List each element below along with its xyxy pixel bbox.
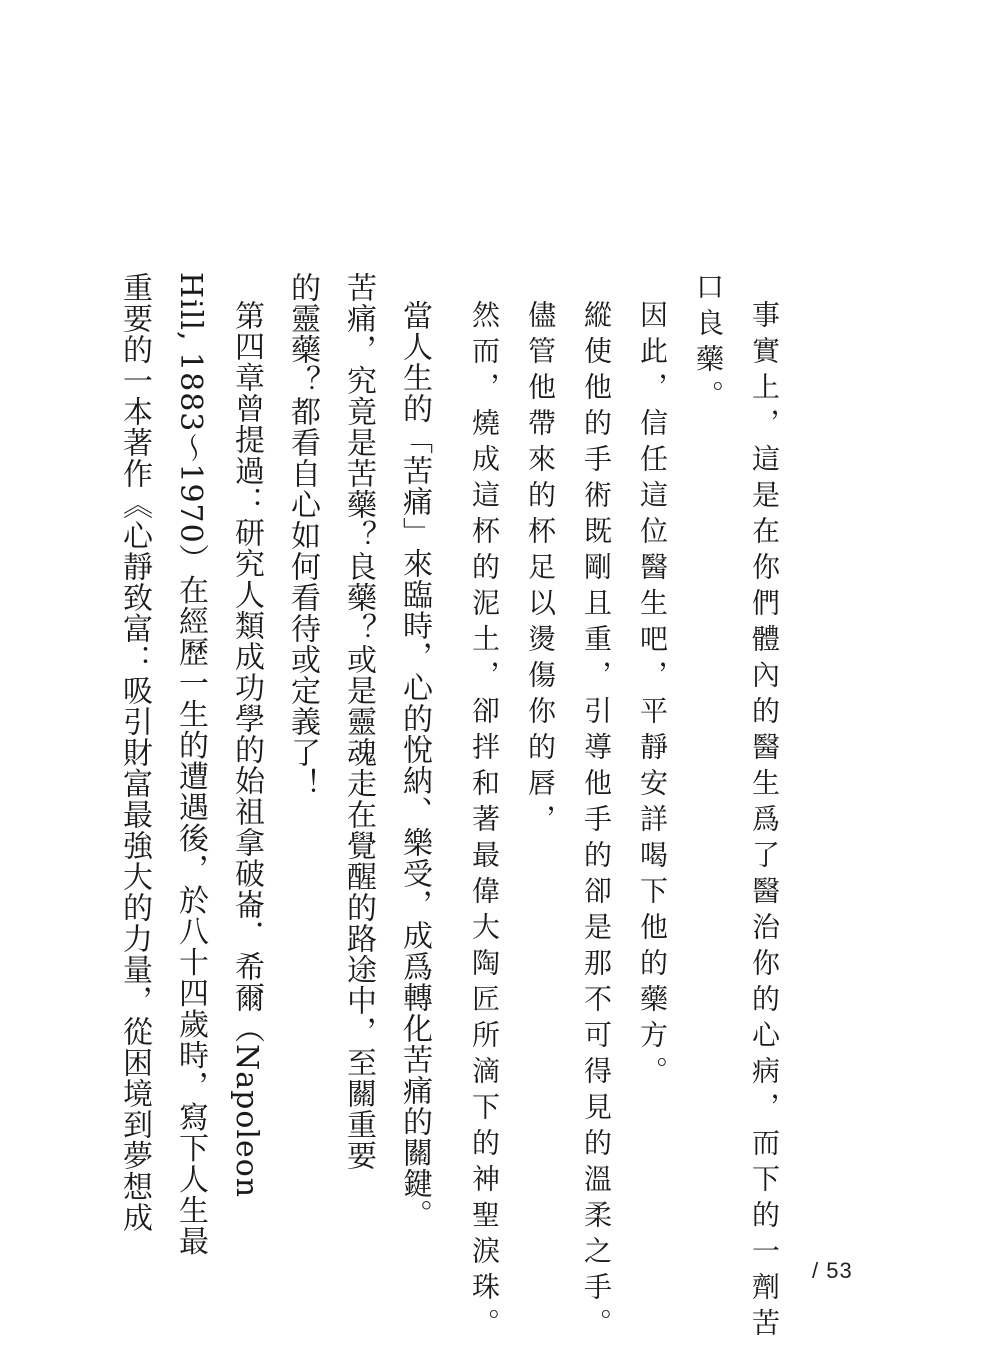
body-line-3: 的靈藥？都看自心如何看待或定義了！ xyxy=(285,272,320,799)
quote-line-1: 事實上，這是在你們體內的醫生爲了醫治你的心病，而下的一劑苦 xyxy=(748,300,781,1344)
quote-line-5: 儘管他帶來的杯足以燙傷你的唇， xyxy=(524,300,557,840)
quote-line-2: 口良藥。 xyxy=(692,272,725,416)
quote-line-3: 因此，信任這位醫生吧，平靜安詳喝下他的藥方。 xyxy=(636,300,669,1092)
body-line-1: 當人生的「苦痛」來臨時，心的悅納、樂受，成爲轉化苦痛的關鍵。 xyxy=(397,300,432,1230)
body-line-2: 苦痛，究竟是苦藥？良藥？或是靈魂走在覺醒的路途中，至關重要 xyxy=(341,272,376,1171)
page-number: / 53 xyxy=(812,1258,853,1283)
body-line-4: 第四章曾提過：研究人類成功學的始祖拿破崙．希爾（Napoleon xyxy=(229,300,264,1199)
quote-line-6: 然而，燒成這杯的泥土，卻拌和著最偉大陶匠所滴下的神聖淚珠。 xyxy=(468,300,501,1344)
paragraph-gap xyxy=(442,272,456,1152)
quote-line-4: 縱使他的手術既剛且重，引導他手的卻是那不可得見的溫柔之手。 xyxy=(580,300,613,1344)
body-line-6: 重要的一本著作《心靜致富：吸引財富最強大的力量，從困境到夢想成 xyxy=(117,272,152,1233)
body-line-5: Hill, 1883～1970）在經歷一生的遭遇後，於八十四歲時，寫下人生最 xyxy=(173,272,208,1257)
vertical-text-block xyxy=(117,272,792,1344)
